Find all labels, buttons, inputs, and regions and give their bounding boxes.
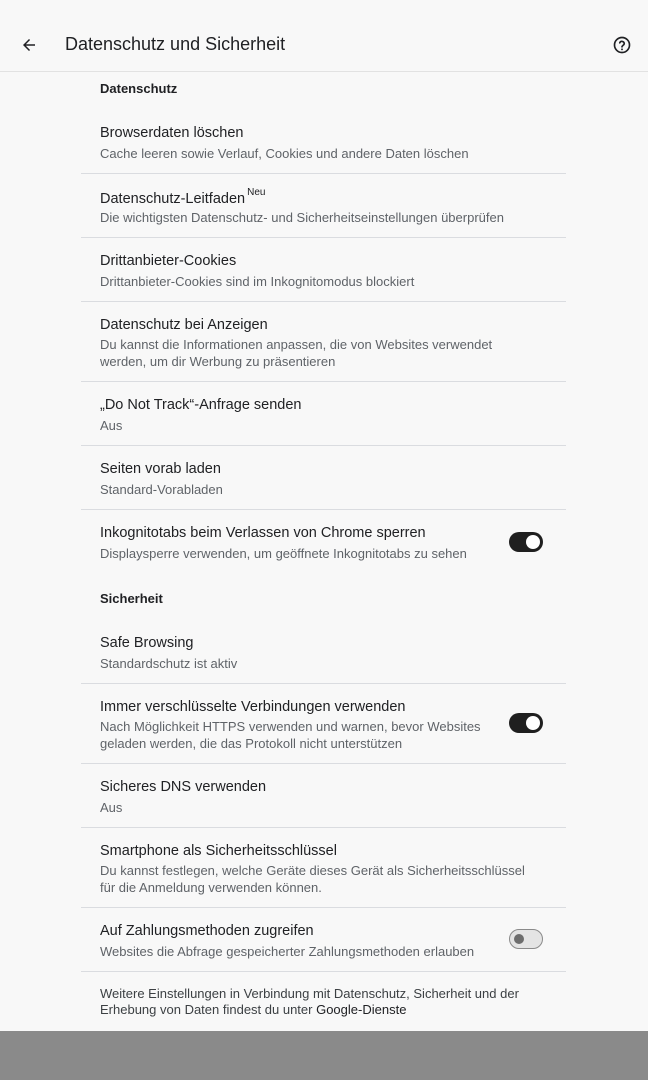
footer-text: Weitere Einstellungen in Verbindung mit Datenschutz, Sicherheit und der Erhebung von Daten findest du unter xyxy=(100,986,519,1017)
toggle-knob xyxy=(526,535,540,549)
item-title: Inkognitotabs beim Verlassen von Chrome sperren xyxy=(100,525,426,541)
item-subtitle: Aus xyxy=(100,800,123,815)
item-title: Immer verschlüsselte Verbindungen verwenden xyxy=(100,699,406,715)
item-subtitle: Drittanbieter-Cookies sind im Inkognitomodus blockiert xyxy=(100,274,415,289)
app-bar xyxy=(0,0,648,72)
arrow-back-icon xyxy=(20,36,38,54)
preload-pages-item[interactable] xyxy=(81,446,566,510)
security-key-item[interactable] xyxy=(81,828,566,908)
item-title: Datenschutz bei Anzeigen xyxy=(100,317,268,333)
clear-browsing-data-item[interactable] xyxy=(81,110,566,174)
lock-incognito-toggle[interactable] xyxy=(509,532,543,552)
new-badge: Neu xyxy=(247,187,266,198)
help-button[interactable] xyxy=(608,31,636,59)
item-title: Safe Browsing xyxy=(100,635,194,651)
back-button[interactable] xyxy=(14,30,44,60)
item-subtitle: Cache leeren sowie Verlauf, Cookies und andere Daten löschen xyxy=(100,146,469,161)
item-title: Sicheres DNS verwenden xyxy=(100,779,267,795)
third-party-cookies-item[interactable] xyxy=(81,238,566,302)
item-title: Smartphone als Sicherheitsschlüssel xyxy=(100,843,337,859)
item-subtitle: Standardschutz ist aktiv xyxy=(100,656,238,671)
secure-dns-item[interactable] xyxy=(81,764,566,828)
privacy-guide-item[interactable] xyxy=(81,174,566,238)
safe-browsing-item[interactable] xyxy=(81,620,566,684)
item-title: Seiten vorab laden xyxy=(100,461,221,477)
payment-methods-item[interactable] xyxy=(81,908,566,972)
payment-methods-toggle[interactable] xyxy=(509,929,543,949)
page-title: Datenschutz und Sicherheit xyxy=(65,34,286,54)
item-subtitle: Standard-Vorabladen xyxy=(100,482,223,497)
toggle-knob xyxy=(514,934,524,944)
item-subtitle: Du kannst die Informationen anpassen, die von Websites verwendet werden, um dir Werbung zu präsentieren xyxy=(100,337,493,369)
google-services-link[interactable]: Google-Dienste xyxy=(316,1002,407,1017)
do-not-track-item[interactable] xyxy=(81,382,566,446)
ad-privacy-item[interactable] xyxy=(81,302,566,382)
toggle-knob xyxy=(526,716,540,730)
item-subtitle: Du kannst festlegen, welche Geräte dieses Gerät als Sicherheitsschlüssel für die Anmeldung verwenden können. xyxy=(100,863,525,895)
item-title xyxy=(100,189,265,207)
footer-note xyxy=(100,986,550,1018)
item-title-text: Datenschutz-Leitfaden xyxy=(100,190,246,207)
section-header-security: Sicherheit xyxy=(100,591,163,606)
item-subtitle: Displaysperre verwenden, um geöffnete Inkognitotabs zu sehen xyxy=(100,546,467,561)
item-title: Drittanbieter-Cookies xyxy=(100,253,237,269)
https-first-toggle[interactable] xyxy=(509,713,543,733)
item-subtitle: Nach Möglichkeit HTTPS verwenden und warnen, bevor Websites geladen werden, die das Protokoll nicht unterstützen xyxy=(100,719,481,751)
item-title: Browserdaten löschen xyxy=(100,125,244,141)
section-header-privacy: Datenschutz xyxy=(100,81,178,96)
item-title: Auf Zahlungsmethoden zugreifen xyxy=(100,923,314,939)
item-subtitle: Websites die Abfrage gespeicherter Zahlungsmethoden erlauben xyxy=(100,944,475,959)
https-first-item[interactable] xyxy=(81,684,566,764)
lock-incognito-item[interactable] xyxy=(81,510,566,574)
help-circle-icon xyxy=(612,35,632,55)
system-navigation-bar xyxy=(0,1031,648,1080)
item-subtitle: Aus xyxy=(100,418,123,433)
item-title: „Do Not Track“-Anfrage senden xyxy=(100,397,302,413)
item-subtitle: Die wichtigsten Datenschutz- und Sicherheitseinstellungen überprüfen xyxy=(100,210,504,225)
